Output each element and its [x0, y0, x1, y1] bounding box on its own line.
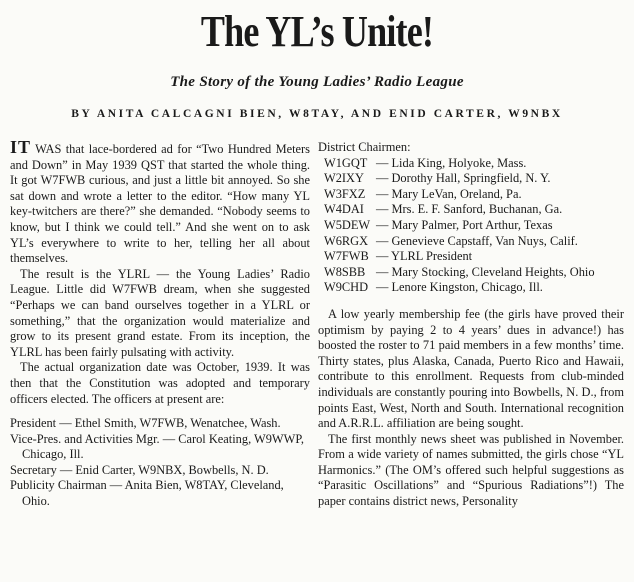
officer-entry: President — Ethel Smith, W7FWB, Wenatchee, Wash. — [10, 416, 281, 431]
paragraph-1-text: WAS that lace-bordered ad for “Two Hundred Meters and Down” in May 1939 QST that started the whole thing. It got W7FWB curious, and just a little bit annoyed. So she sat down and wrote a letter to the editor. “How many YL key-twitchers are there?” she demanded. “Nobody seems to know, but I think we could tell.” And she went on to ask YL’s everywhere to write to her, telling her all about themselves. — [10, 142, 310, 266]
chairman-entry — [318, 265, 624, 281]
call-sign: W9CHD — [324, 280, 369, 295]
chairman-name: — Mary Stocking, Cleveland Heights, Ohio — [376, 264, 595, 279]
chairman-entry — [318, 171, 624, 187]
call-sign: W4DAI — [324, 202, 364, 217]
chairman-entry — [318, 202, 624, 218]
call-sign: W2IXY — [324, 171, 364, 186]
byline: BY ANITA CALCAGNI BIEN, W8TAY, AND ENID CARTER, W9NBX — [71, 108, 563, 120]
call-sign: W8SBB — [324, 264, 366, 279]
drop-cap: IT — [10, 137, 32, 157]
paragraph-2: The result is the YLRL — the Young Ladies’ Radio League. Little did W7FWB dream, when she suggested “Perhaps we can band ourselves together in a YLRL or something,” that the organization would materialize and grow to its present grand estate. From its inception, the YLRL has been fairly pulsating with activity. — [10, 266, 310, 359]
chairman-entry — [318, 187, 624, 203]
chairman-name: — Lida King, Holyoke, Mass. — [376, 155, 527, 170]
chairman-entry — [318, 280, 624, 296]
paragraph-1 — [10, 137, 310, 267]
paragraph-4: A low yearly membership fee (the girls have proved their optimism by paying 2 to 4 years’ dues in advance!) has boosted the roster to 71 paid members in a few months’ time. Thirty states, plus Alaska, Canada, Puerto Rico and Hawaii, contribute to this enrollment. Requests from club-minded individuals are constantly pouring into Bowbells, N. D., from points East, West, North and South. International recognition and A.R.R.L. affiliation are being sought. — [318, 306, 624, 431]
call-sign: W5DEW — [324, 217, 371, 232]
district-chairmen-list — [318, 156, 624, 296]
chairman-entry — [318, 218, 624, 234]
chairman-name: — Dorothy Hall, Springfield, N. Y. — [376, 171, 551, 186]
officer-entry: Publicity Chairman — Anita Bien, W8TAY, Cleveland, Ohio. — [10, 478, 284, 509]
chairman-name: — Mrs. E. F. Sanford, Buchanan, Ga. — [376, 202, 563, 217]
chairman-entry — [318, 156, 624, 172]
paragraph-3: The actual organization date was October, 1939. It was then that the Constitution was adopted and temporary officers elected. The officers at present are: — [10, 360, 310, 406]
article-title: The YL’s Unite! — [200, 7, 434, 56]
paragraph-5: The first monthly news sheet was published in November. From a wide variety of names submitted, the girls chose “YL Harmonics.” (The OM’s offered such helpful suggestions as “Parasitic Oscillations” and “Spurious Radiations”!) The paper contains district news, Personality — [318, 431, 624, 509]
article-subtitle: The Story of the Young Ladies’ Radio League — [170, 74, 464, 90]
district-chairmen-heading: District Chairmen: — [318, 140, 411, 154]
officer-entry: Secretary — Enid Carter, W9NBX, Bowbells, N. D. — [10, 462, 269, 477]
chairman-entry — [318, 249, 624, 265]
officers-list — [10, 416, 310, 510]
chairman-name: — Mary Palmer, Port Arthur, Texas — [376, 217, 553, 232]
officer-entry: Vice-Pres. and Activities Mgr. — Carol Keating, W9WWP, Chicago, Ill. — [10, 431, 304, 462]
chairman-name: — Lenore Kingston, Chicago, Ill. — [376, 280, 543, 295]
right-column — [318, 140, 624, 510]
chairman-name: — YLRL President — [376, 249, 473, 264]
call-sign: W6RGX — [324, 233, 369, 248]
call-sign: W7FWB — [324, 249, 369, 264]
left-column — [10, 137, 310, 510]
call-sign: W1GQT — [324, 155, 368, 170]
chairman-entry — [318, 234, 624, 250]
call-sign: W3FXZ — [324, 186, 366, 201]
chairman-name: — Genevieve Capstaff, Van Nuys, Calif. — [376, 233, 578, 248]
chairman-name: — Mary LeVan, Oreland, Pa. — [376, 186, 522, 201]
